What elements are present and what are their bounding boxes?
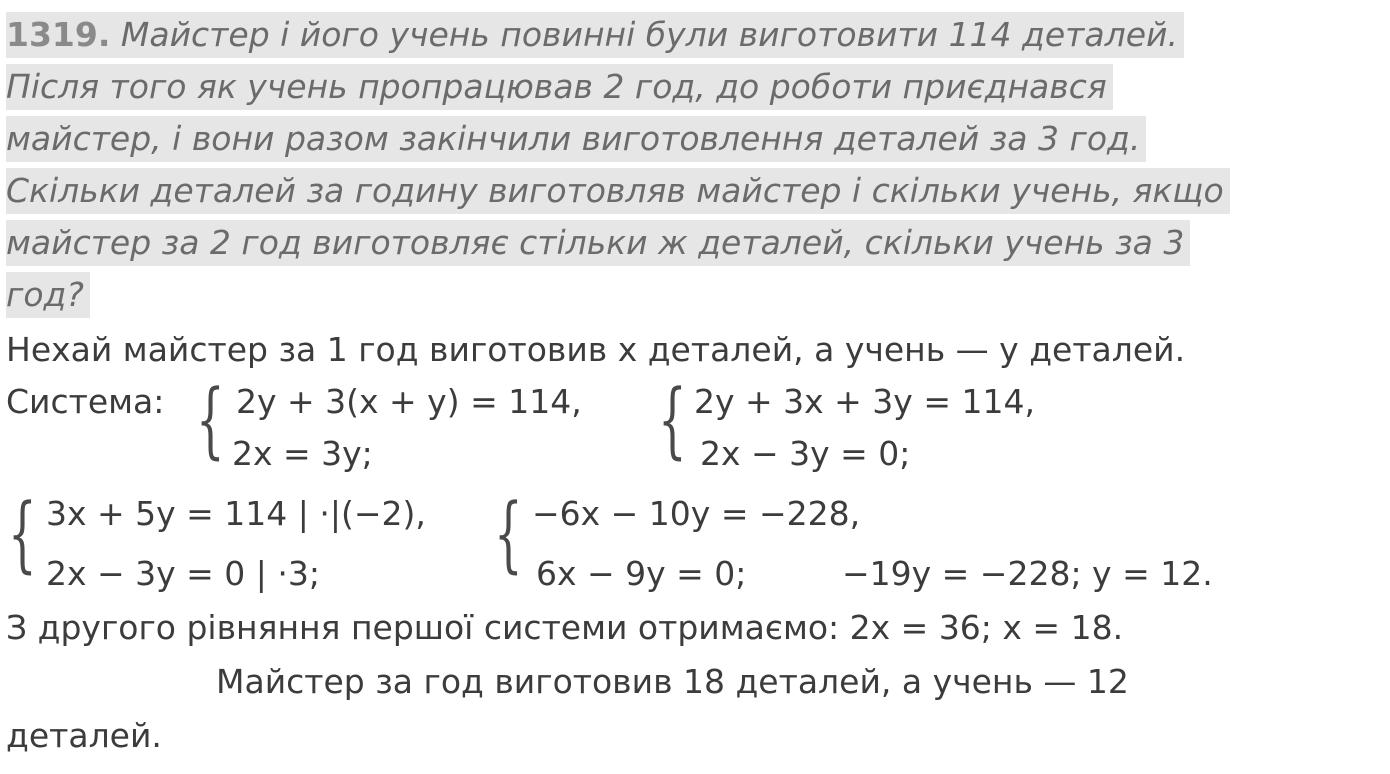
system3-brace: {: [8, 487, 37, 582]
system-label: Система:: [6, 382, 165, 421]
problem-line-3: майстер, і вони разом закінчили виготовлення деталей за 3 год.: [6, 116, 1146, 162]
from-second-equation: З другого рівняння першої системи отримаємо: 2x = 36; x = 18.: [6, 608, 1124, 647]
system4-eq2: 6x − 9y = 0;: [536, 554, 747, 593]
system3-eq1: 3x + 5y = 114 | ·|(−2),: [46, 494, 426, 533]
system1-eq2: 2x = 3y;: [232, 434, 373, 473]
problem-line-2: Після того як учень пропрацював 2 год, до роботи приєднався: [6, 64, 1113, 110]
problem-line-4: Скільки деталей за годину виготовляв майстер і скільки учень, якщо: [6, 168, 1230, 214]
system4-eq1: −6x − 10y = −228,: [532, 494, 861, 533]
problem-line-1: 1319. Майстер і його учень повинні були виготовити 114 деталей.: [6, 12, 1184, 58]
problem-line-6: год?: [6, 272, 90, 318]
system4-brace: {: [494, 487, 523, 582]
system3-eq2: 2x − 3y = 0 | ·3;: [46, 554, 321, 593]
answer-line-1: Майстер за год виготовив 18 деталей, а учень — 12: [216, 662, 1129, 701]
problem-line-5: майстер за 2 год виготовляє стільки ж деталей, скільки учень за 3: [6, 220, 1190, 266]
problem-number: 1319.: [6, 15, 111, 54]
system2-eq2: 2x − 3y = 0;: [700, 434, 911, 473]
system1-eq1: 2y + 3(x + y) = 114,: [236, 382, 582, 421]
solution-intro: Нехай майстер за 1 год виготовив x деталей, а учень — y деталей.: [6, 330, 1186, 369]
system1-brace: {: [196, 373, 225, 468]
answer-line-2: деталей.: [6, 716, 162, 755]
system2-brace: {: [658, 373, 687, 468]
system2-eq1: 2y + 3x + 3y = 114,: [694, 382, 1035, 421]
result-y: −19y = −228; y = 12.: [842, 554, 1213, 593]
